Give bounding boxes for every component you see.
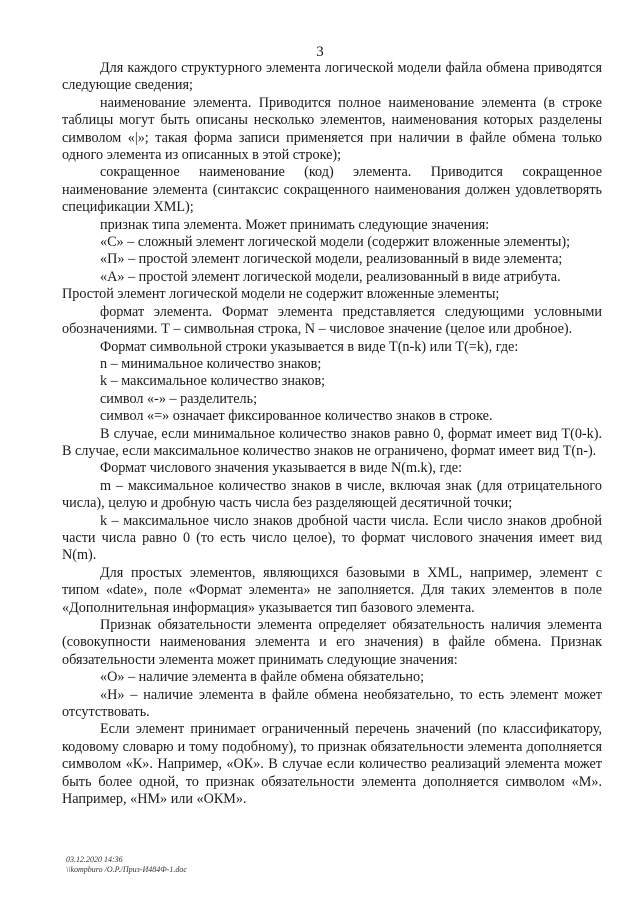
paragraph: «П» – простой элемент логической модели, реализованный в виде элемента; bbox=[100, 251, 563, 268]
paragraph: n – минимальное количество знаков; bbox=[100, 355, 322, 372]
paragraph: Простой элемент логической модели не содержит вложенные элементы; bbox=[62, 286, 500, 303]
paragraph: «Н» – наличие элемента в файле обмена необязательно, то есть элемент может отсутствовать. bbox=[62, 686, 602, 721]
paragraph: «О» – наличие элемента в файле обмена обязательно; bbox=[100, 669, 425, 686]
paragraph: k – максимальное количество знаков; bbox=[100, 373, 326, 390]
paragraph: формат элемента. Формат элемента представляется следующими условными обозначениями. Т – символьная строка, N – числовое значение (целое или дробное). bbox=[62, 303, 602, 338]
paragraph: k – максимальное число знаков дробной части числа. Если число знаков дробной части числа равно 0 (то есть число целое), то формат числового значения имеет вид N(m). bbox=[62, 512, 602, 564]
paragraph: Если элемент принимает ограниченный перечень значений (по классификатору, кодовому словарю и тому подобному), то признак обязательности элемента дополняется символом «К». Например, «ОК». В случае если количество реализаций элемента может быть более одной, то признак обязательности элемента дополняется символом «М». Например, «НМ» или «ОКМ». bbox=[62, 721, 602, 808]
paragraph: символ «=» означает фиксированное количество знаков в строке. bbox=[100, 408, 493, 425]
paragraph: «С» – сложный элемент логической модели (содержит вложенные элементы); bbox=[100, 234, 571, 251]
paragraph: Для каждого структурного элемента логической модели файла обмена приводятся следующие сведения; bbox=[62, 60, 602, 94]
paragraph: наименование элемента. Приводится полное наименование элемента (в строке таблицы могут быть описаны несколько элементов, наименования которых разделены символом «|»; такая форма записи применяется при наличии в файле обмена только одного элемента из описанных в этой строке); bbox=[62, 94, 602, 164]
paragraph: сокращенное наименование (код) элемента. Приводится сокращенное наименование элемента (синтаксис сокращенного наименования должен удовлетворять спецификации XML); bbox=[62, 164, 602, 216]
paragraph: признак типа элемента. Может принимать следующие значения: bbox=[100, 216, 490, 233]
paragraph: «А» – простой элемент логической модели, реализованный в виде атрибута. bbox=[100, 268, 561, 285]
document-body bbox=[62, 60, 602, 808]
paragraph: Формат символьной строки указывается в виде Т(n-k) или Т(=k), где: bbox=[100, 338, 519, 355]
paragraph: Для простых элементов, являющихся базовыми в XML, например, элемент с типом «date», поле «Формат элемента» не заполняется. Для таких элементов в поле «Дополнительная информация» указывается тип базового элемента. bbox=[62, 564, 602, 616]
footer-date: 03.12.2020 14:36 bbox=[66, 855, 123, 864]
footer bbox=[66, 855, 187, 875]
paragraph: Признак обязательности элемента определяет обязательность наличия элемента (совокупности наименования элемента и его значения) в файле обмена. Признак обязательности элемента может принимать следующие значения: bbox=[62, 617, 602, 668]
paragraph: символ «-» – разделитель; bbox=[100, 390, 258, 407]
footer-file-path: \\kompburo /О.Р./Приз-И484Ф-1.doc bbox=[66, 865, 187, 874]
paragraph: Формат числового значения указывается в виде N(m.k), где: bbox=[100, 460, 463, 477]
paragraph: m – максимальное количество знаков в числе, включая знак (для отрицательного числа), целую и дробную часть числа без разделяющей десятичной точки; bbox=[62, 477, 602, 512]
paragraph: В случае, если минимальное количество знаков равно 0, формат имеет вид Т(0-k). В случае, если максимальное количество знаков не ограничено, формат имеет вид Т(n-). bbox=[62, 425, 602, 459]
page-number: 3 bbox=[316, 44, 324, 60]
